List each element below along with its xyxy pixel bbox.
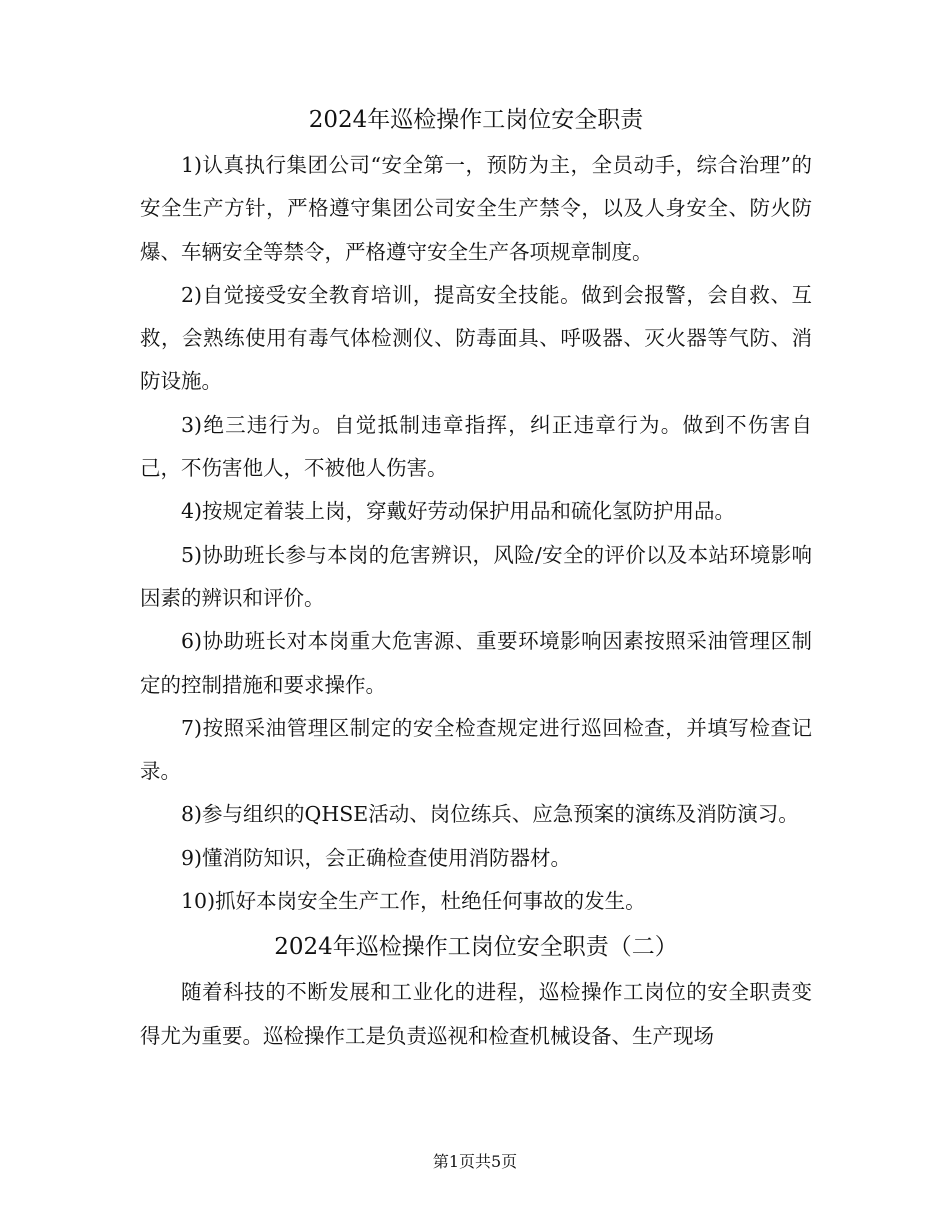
paragraph-10: 10)抓好本岗安全生产工作，杜绝任何事故的发生。 [181, 889, 646, 914]
document-body [140, 96, 812, 1058]
document-title: 2024年巡检操作工岗位安全职责 [308, 107, 644, 133]
page-number: 第1页共5页 [432, 1152, 518, 1171]
paragraph-8: 8)参与组织的QHSE活动、岗位练兵、应急预案的演练及消防演习。 [181, 802, 799, 827]
paragraph-7: 7)按照采油管理区制定的安全检查规定进行巡回检查，并填写检查记录。 [140, 715, 812, 784]
paragraph-1: 1)认真执行集团公司“安全第一，预防为主，全员动手，综合治理”的安全生产方针，严格遵守集团公司安全生产禁令，以及人身安全、防火防爆、车辆安全等禁令，严格遵守安全生产各项规章制度。 [140, 153, 812, 264]
paragraph-4: 4)按规定着装上岗，穿戴好劳动保护用品和硫化氢防护用品。 [181, 499, 736, 524]
paragraph-3: 3)绝三违行为。自觉抵制违章指挥，纠正违章行为。做到不伤害自己，不伤害他人，不被他人伤害。 [140, 412, 812, 481]
paragraph-5: 5)协助班长参与本岗的危害辨识，风险/安全的评价以及本站环境影响因素的辨识和评价。 [140, 542, 812, 610]
paragraph-6: 6)协助班长对本岗重大危害源、重要环境影响因素按照采油管理区制定的控制措施和要求操作。 [140, 629, 812, 697]
paragraph-9: 9)懂消防知识，会正确检查使用消防器材。 [181, 845, 572, 870]
section-2-paragraph-1: 随着科技的不断发展和工业化的进程，巡检操作工岗位的安全职责变得尤为重要。巡检操作工是负责巡视和检查机械设备、生产现场 [140, 980, 812, 1048]
paragraph-2: 2)自觉接受安全教育培训，提高安全技能。做到会报警，会自救、互救，会熟练使用有毒气体检测仪、防毒面具、呼吸器、灭火器等气防、消防设施。 [140, 282, 812, 394]
section-2-title: 2024年巡检操作工岗位安全职责（二） [274, 934, 678, 961]
